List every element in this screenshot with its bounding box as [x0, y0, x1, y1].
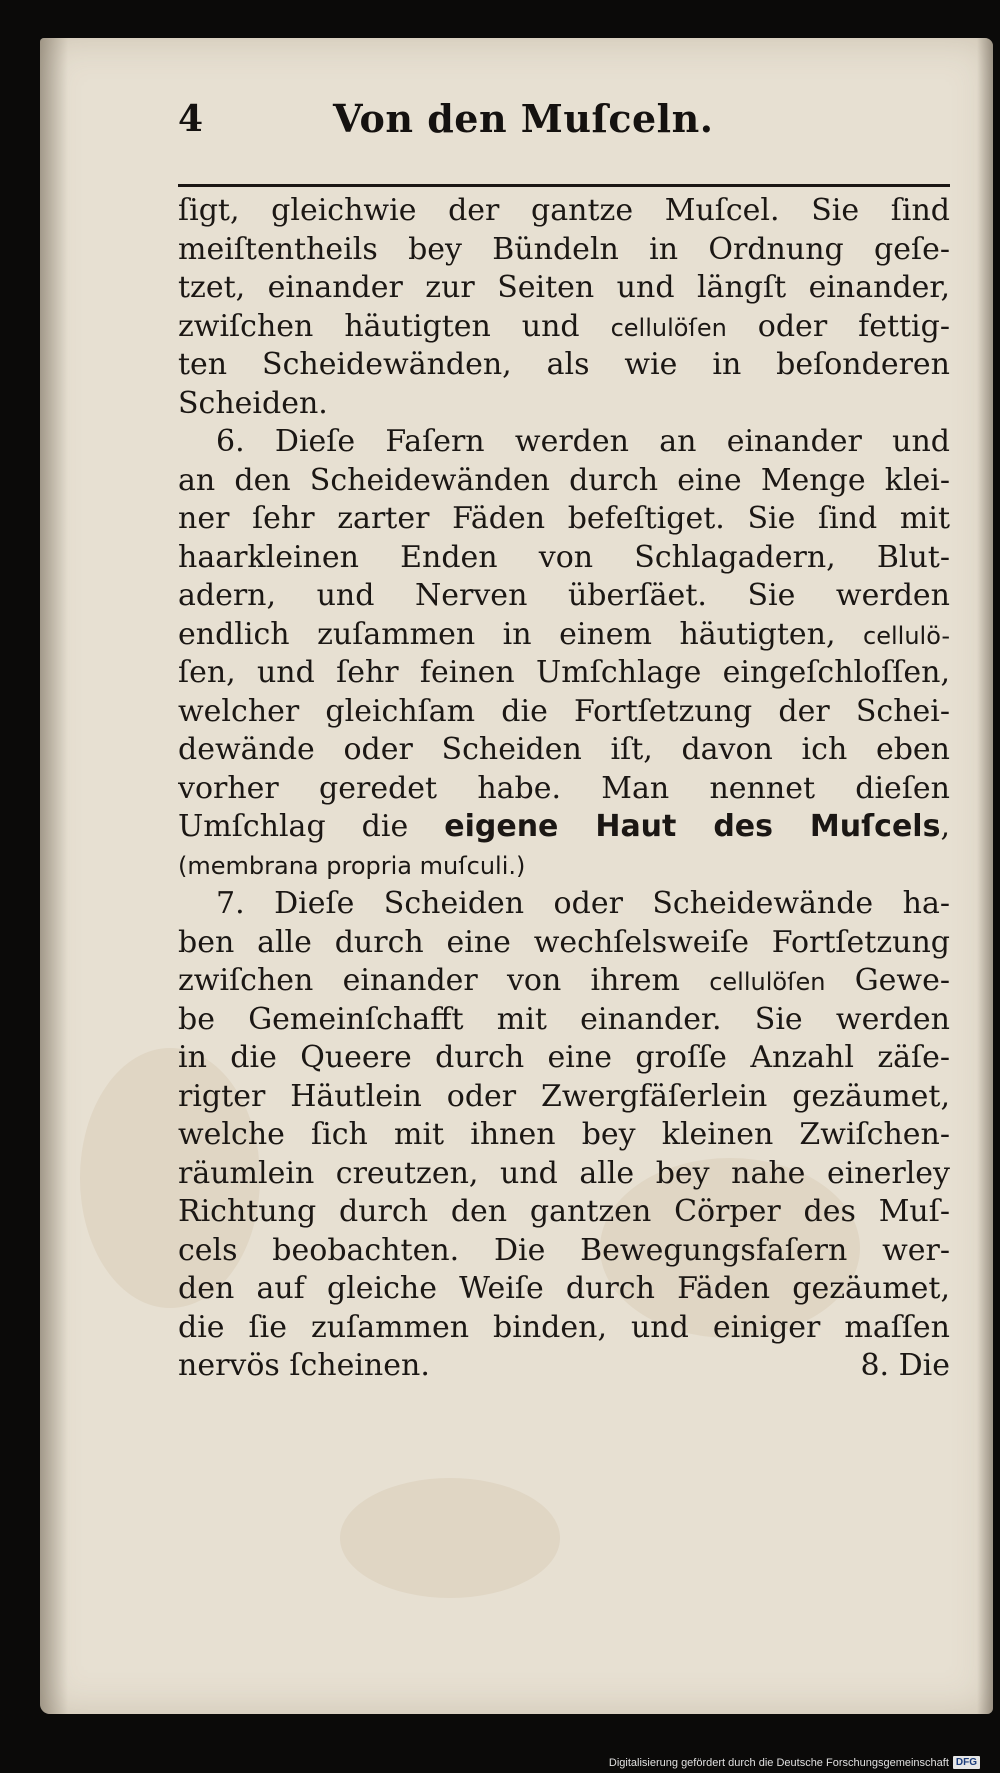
page-edge-shadow — [977, 38, 993, 1714]
text-line — [178, 308, 950, 347]
text-line — [178, 231, 950, 270]
text-segment: , — [940, 809, 950, 844]
dfg-logo-icon: DFG — [953, 1756, 980, 1769]
text-segment: ſen, und ſehr feinen Umſchlage eingeſchloſſen, — [178, 655, 950, 690]
text-line — [178, 885, 950, 924]
spine-shadow — [40, 38, 68, 1714]
text-segment: zwiſchen häutigten und — [178, 308, 611, 344]
text-line — [178, 346, 950, 385]
running-title: Von den Muſceln. — [333, 96, 714, 141]
text-line — [178, 269, 950, 308]
text-segment: an den Scheidewänden durch eine Menge klei- — [178, 462, 950, 498]
text-segment: adern, und Nerven überſäet. Sie werden — [178, 578, 950, 613]
text-segment: nervös ſcheinen. — [178, 1348, 430, 1383]
text-line — [178, 192, 950, 231]
text-line — [178, 847, 950, 886]
text-segment: dewände oder Scheiden iſt, davon ich eben — [178, 732, 950, 767]
credit-text: Digitalisierung gefördert durch die Deutsche Forschungsgemeinschaft — [608, 1756, 949, 1769]
text-line — [178, 1232, 950, 1271]
text-segment: ſigt, gleichwie der gantze Muſcel. Sie ſind — [178, 193, 950, 228]
text-line — [178, 1001, 950, 1040]
text-line — [178, 693, 950, 732]
paper-stain — [340, 1478, 560, 1598]
emphasized-term: eigene Haut des Muſcels — [444, 809, 941, 844]
text-segment: Scheiden. — [178, 385, 328, 421]
text-line — [178, 808, 950, 847]
text-segment: ner ſehr zarter Fäden befeſtiget. Sie ſind mit — [178, 501, 950, 536]
text-line — [178, 1039, 950, 1078]
text-segment: räumlein creutzen, und alle bey nahe einerley — [178, 1155, 950, 1191]
text-line — [178, 616, 950, 655]
text-line — [178, 423, 950, 462]
text-line — [178, 1270, 950, 1309]
body-text — [178, 192, 950, 1386]
text-line — [178, 962, 950, 1001]
text-line — [178, 577, 950, 616]
text-segment: 7. Dieſe Scheiden oder Scheidewände ha- — [216, 886, 950, 921]
text-segment: ben alle durch eine wechſelsweiſe Fortſetzung — [178, 924, 950, 960]
text-segment: den auf gleiche Weiſe durch Fäden gezäumet, — [178, 1271, 950, 1306]
text-line — [178, 731, 950, 770]
text-line — [178, 1309, 950, 1348]
text-segment: welche ſich mit ihnen bey kleinen Zwiſchen- — [178, 1117, 950, 1152]
page-header — [178, 92, 950, 162]
text-segment: 6. Dieſe Faſern werden an einander und — [216, 424, 950, 459]
text-line — [178, 1193, 950, 1232]
digitization-credit — [609, 1756, 980, 1769]
page-number: 4 — [178, 98, 204, 140]
text-segment: rigter Häutlein oder Zwergfäſerlein gezäumet, — [178, 1078, 950, 1114]
latin-word: cellulö- — [863, 621, 950, 650]
text-line — [178, 924, 950, 963]
text-segment: be Gemeinſchafft mit einander. Sie werden — [178, 1001, 950, 1037]
text-segment: endlich zuſammen in einem häutigten, — [178, 616, 864, 652]
text-segment: in die Queere durch eine groſſe Anzahl zäſe- — [178, 1040, 950, 1075]
text-line — [178, 1347, 950, 1386]
text-segment: ten Scheidewänden, als wie in beſonderen — [178, 347, 950, 382]
text-line — [178, 462, 950, 501]
text-segment: vorher geredet habe. Man nennet dieſen — [178, 770, 950, 806]
text-segment: Umſchlag die — [178, 809, 445, 844]
text-line — [178, 1078, 950, 1117]
text-line — [178, 1116, 950, 1155]
text-segment: cels beobachten. Die Bewegungsfaſern wer- — [178, 1232, 950, 1268]
text-segment: 8. Die — [860, 1348, 950, 1383]
text-segment: meiſtentheils bey Bündeln in Ordnung geſe- — [178, 231, 950, 267]
text-line — [178, 539, 950, 578]
text-segment: haarkleinen Enden von Schlagadern, Blut- — [178, 539, 950, 575]
latin-word: cellulöſen — [610, 313, 727, 342]
text-segment: (membrana propria muſculi.) — [178, 851, 526, 880]
latin-word: cellulöſen — [709, 968, 826, 996]
text-line — [178, 500, 950, 539]
text-line — [178, 770, 950, 809]
text-line — [178, 654, 950, 693]
text-segment: zwiſchen einander von ihrem — [178, 963, 710, 998]
text-segment: tzet, einander zur Seiten und längſt einander, — [178, 270, 950, 305]
text-segment: Richtung durch den gantzen Cörper des Muſ- — [178, 1194, 950, 1229]
text-segment: die ſie zuſammen binden, und einiger maſſen — [178, 1309, 950, 1345]
text-segment: welcher gleichſam die Fortſetzung der Schei- — [178, 693, 950, 729]
header-rule — [178, 184, 950, 187]
text-segment: Gewe- — [825, 963, 950, 998]
text-line — [178, 385, 950, 424]
text-line — [178, 1155, 950, 1194]
text-segment: oder fettig- — [726, 308, 950, 344]
